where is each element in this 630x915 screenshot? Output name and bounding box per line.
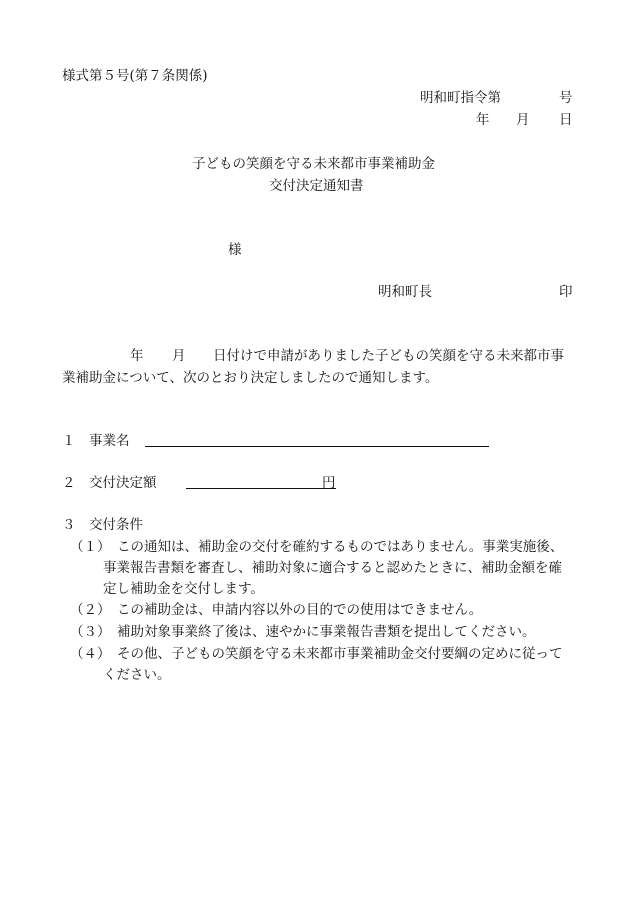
order-number-prefix: 明和町指令第 <box>420 90 501 106</box>
form-number: 様式第５号(第７条関係) <box>62 68 208 84</box>
date-month-label: 月 <box>516 112 530 128</box>
date-year-label: 年 <box>476 112 490 128</box>
body-text-line2: 業補助金について、次のとおり決定しましたので通知します。 <box>62 370 439 386</box>
document-title-line1: 子どもの笑顔を守る未来都市事業補助金 <box>192 156 435 172</box>
recipient-honorific: 様 <box>228 242 242 258</box>
condition-2-number: （２） <box>70 602 111 618</box>
body-year-label: 年 <box>130 348 144 364</box>
condition-1-line2: 事業報告書類を審査し、補助対象に適合すると認めたときに、補助金額を確 <box>103 560 562 576</box>
grant-amount-field[interactable] <box>186 474 336 489</box>
issuer-seal: 印 <box>559 284 573 300</box>
issuer-name: 明和町長 <box>378 284 432 300</box>
condition-2-line1: この補助金は、申請内容以外の目的での使用はできません。 <box>117 602 483 618</box>
item3-number: ３ <box>62 517 76 533</box>
item2-label: 交付決定額 <box>89 475 157 491</box>
order-number-suffix: 号 <box>559 90 573 106</box>
condition-3-number: （３） <box>70 624 111 640</box>
condition-4-line2: ください。 <box>103 667 171 683</box>
condition-4-line1: その他、子どもの笑顔を守る未来都市事業補助金交付要綱の定めに従って <box>117 646 563 662</box>
condition-4-number: （４） <box>70 646 111 662</box>
project-name-field[interactable] <box>145 432 489 447</box>
item1-label: 事業名 <box>89 433 130 449</box>
date-day-label: 日 <box>559 112 573 128</box>
item3-label: 交付条件 <box>89 517 143 533</box>
condition-3-line1: 補助対象事業終了後は、速やかに事業報告書類を提出してください。 <box>117 624 536 640</box>
condition-1-line3: 定し補助金を交付します。 <box>103 581 264 597</box>
body-text-line1: 日付けで申請がありました子どもの笑顔を守る未来都市事 <box>213 348 564 364</box>
body-month-label: 月 <box>172 348 186 364</box>
yen-unit: 円 <box>322 475 336 491</box>
item2-number: ２ <box>62 475 76 491</box>
document-title-line2: 交付決定通知書 <box>269 178 364 194</box>
condition-1-number: （１） <box>70 539 111 555</box>
item1-number: １ <box>62 433 76 449</box>
condition-1-line1: この通知は、補助金の交付を確約するものではありません。事業実施後、 <box>117 539 564 555</box>
